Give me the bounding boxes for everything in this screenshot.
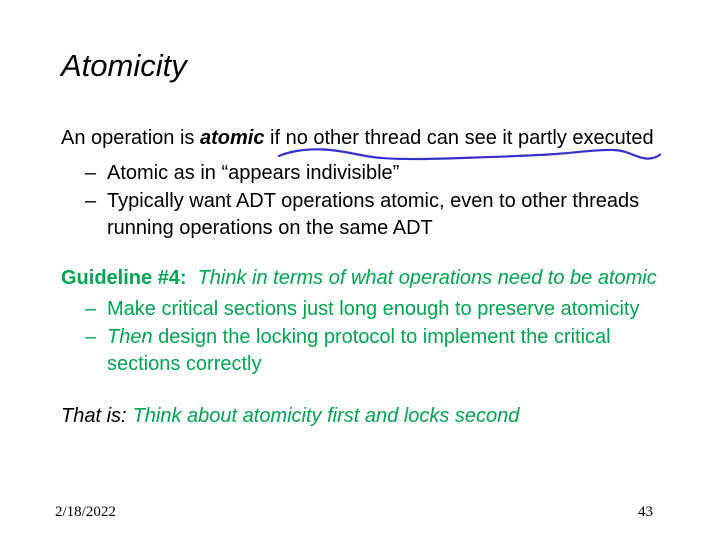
bullet-text-rest: design the locking protocol to implement the critical [152, 326, 611, 348]
bullet-item [85, 160, 399, 187]
footer-date: 2/18/2022 [55, 504, 116, 520]
that-is-label: That is: [61, 405, 127, 427]
bullet-text: Make critical sections just long enough to preserve atomicity [107, 298, 640, 320]
bullet-item [85, 188, 639, 215]
bullet-italic-word: Then [107, 326, 153, 348]
footer-page-number: 43 [638, 504, 653, 520]
bullet-dash: – [85, 162, 97, 184]
intro-post: if no other thread can see it partly executed [264, 127, 654, 149]
bullet-dash: – [85, 190, 97, 212]
that-is-text: Think about atomicity first and locks second [132, 405, 520, 427]
bullet-text: Typically want ADT operations atomic, even to other threads [107, 190, 640, 212]
bullet-dash: – [85, 326, 97, 348]
intro-emphasis: atomic [199, 127, 265, 149]
bullet-text: Atomic as in “appears indivisible” [107, 162, 400, 184]
bullet-dash: – [85, 298, 97, 320]
bullet-item [85, 296, 639, 323]
intro-pre: An operation is [61, 127, 200, 149]
guideline-line [61, 265, 657, 292]
bullet-continuation [107, 215, 433, 242]
slide-title: Atomicity [61, 48, 187, 83]
guideline-text: Think in terms of what operations need to be atomic [197, 267, 657, 289]
bullet-text [107, 324, 611, 351]
bullet-text: sections correctly [107, 353, 262, 375]
guideline-label: Guideline #4: [61, 267, 187, 289]
bullet-text: running operations on the same ADT [107, 217, 433, 239]
bullet-continuation [107, 351, 262, 378]
bullet-item [85, 324, 611, 351]
that-is-line [61, 403, 519, 430]
